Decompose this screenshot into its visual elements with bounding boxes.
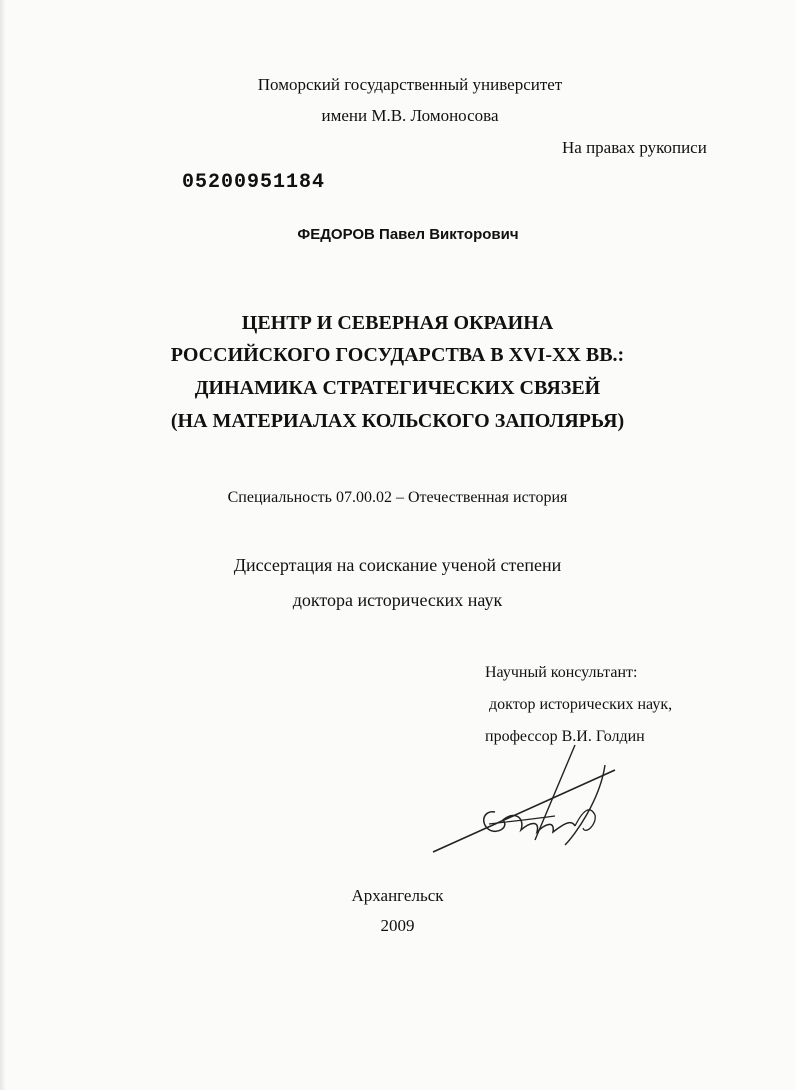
handwritten-signature xyxy=(425,740,655,860)
author-name: ФЕДОРОВ Павел Викторович xyxy=(297,226,519,243)
title-line-4: (НА МАТЕРИАЛАХ КОЛЬСКОГО ЗАПОЛЯРЬЯ) xyxy=(170,410,625,432)
title-line-3: ДИНАМИКА СТРАТЕГИЧЕСКИХ СВЯЗЕЙ xyxy=(194,377,601,399)
dissertation-line-2: доктора исторических наук xyxy=(292,590,503,610)
year: 2009 xyxy=(380,916,415,935)
consultant-label: Научный консультант: xyxy=(485,664,638,681)
catalog-number-stamp: 05200951184 xyxy=(182,171,326,194)
specialty: Специальность 07.00.02 – Отечественная история xyxy=(227,489,568,506)
university-named-after: имени М.В. Ломоносова xyxy=(321,106,499,125)
consultant-name: профессор В.И. Голдин xyxy=(485,728,645,745)
title-line-1: ЦЕНТР И СЕВЕРНАЯ ОКРАИНА xyxy=(241,312,554,334)
consultant-degree: доктор исторических наук, xyxy=(489,696,673,713)
university-name: Поморский государственный университет xyxy=(257,75,563,94)
title-line-2: РОССИЙСКОГО ГОСУДАРСТВА В XVI-XX ВВ.: xyxy=(170,344,625,366)
rights-note: На правах рукописи xyxy=(562,138,707,157)
city: Архангельск xyxy=(351,886,444,905)
dissertation-line-1: Диссертация на соискание ученой степени xyxy=(233,555,562,575)
